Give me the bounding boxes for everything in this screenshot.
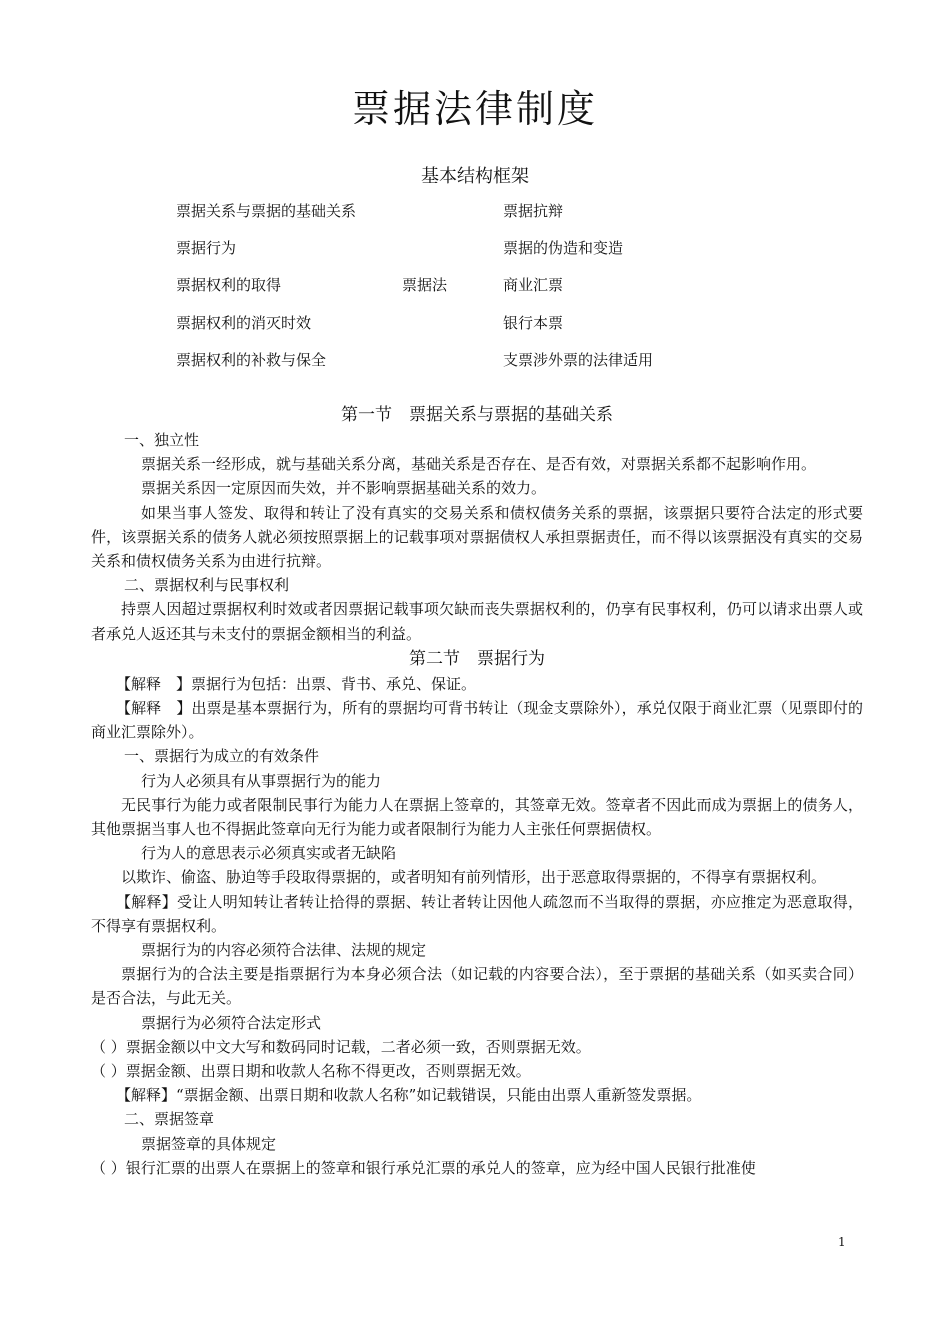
page-number: 1 xyxy=(838,1235,846,1249)
subheading: 票据签章的具体规定 xyxy=(141,1134,277,1153)
framework-center-label: 票据法 xyxy=(402,276,448,294)
document-body xyxy=(91,402,863,1180)
paragraph: 票据关系一经形成，就与基础关系分离，基础关系是否存在、是否有效，对票据关系都不起影响作用。 xyxy=(141,455,817,474)
framework-right-item: 票据抗辩 xyxy=(503,202,564,220)
heading: 一、独立性 xyxy=(124,431,200,449)
paragraph: 如果当事人签发、取得和转让了没有真实的交易关系和债权债务关系的票据，该票据只要符合法定的形式要件，该票据关系的债务人就必须按照票据上的记载事项对票据债权人承担票据责任，而不得以该票据没有真实的交易关系和债权债务关系为由进行抗辩。 xyxy=(91,503,863,571)
subheading: 票据行为的内容必须符合法律、法规的规定 xyxy=(141,941,427,960)
framework-left-item: 票据关系与票据的基础关系 xyxy=(176,202,357,220)
section-heading: 第一节 票据关系与票据的基础关系 xyxy=(341,405,613,425)
document-title: 票据法律制度 xyxy=(351,87,598,131)
paragraph: 持票人因超过票据权利时效或者因票据记载事项欠缺而丧失票据权利的，仍享有民事权利，仍可以请求出票人或者承兑人返还其与未支付的票据金额相当的利益。 xyxy=(91,600,863,643)
framework-left-item: 票据权利的取得 xyxy=(176,276,282,294)
subheading: 票据行为必须符合法定形式 xyxy=(141,1013,322,1032)
paragraph: 【解释】“票据金额、出票日期和收款人名称”如记载错误，只能由出票人重新签发票据。 xyxy=(116,1086,702,1105)
section-heading: 第二节 票据行为 xyxy=(409,648,545,669)
subheading: 行为人必须具有从事票据行为的能力 xyxy=(141,771,382,790)
framework-right-item: 票据的伪造和变造 xyxy=(503,239,624,257)
paragraph: （ ）票据金额、出票日期和收款人名称不得更改，否则票据无效。 xyxy=(91,1062,531,1081)
framework-right-item: 商业汇票 xyxy=(503,276,564,294)
paragraph: 以欺诈、偷盗、胁迫等手段取得票据的，或者明知有前列情形，出于恶意取得票据的，不得享有票据权利。 xyxy=(121,868,827,887)
subheading: 行为人的意思表示必须真实或者无缺陷 xyxy=(141,844,397,863)
framework-left-item: 票据权利的补救与保全 xyxy=(176,351,327,369)
paragraph: （ ）票据金额以中文大写和数码同时记载，二者必须一致，否则票据无效。 xyxy=(91,1037,591,1056)
heading: 一、票据行为成立的有效条件 xyxy=(124,747,320,766)
heading: 二、票据权利与民事权利 xyxy=(124,576,290,595)
framework-right-item: 支票涉外票的法律适用 xyxy=(503,351,654,369)
paragraph: 【解释】受让人明知转让者转让拾得的票据、转让者转让因他人疏忽而不当取得的票据，亦应推定为恶意取得，不得享有票据权利。 xyxy=(91,892,863,935)
paragraph: 无民事行为能力或者限制民事行为能力人在票据上签章的，其签章无效。签章者不因此而成为票据上的债务人，其他票据当事人也不得据此签章向无行为能力或者限制行为能力人主张任何票据债权。 xyxy=(91,795,863,839)
framework-left-item: 票据权利的消灭时效 xyxy=(176,314,312,332)
heading: 二、票据签章 xyxy=(124,1110,215,1129)
paragraph: 【解释 】票据行为包括：出票、背书、承兑、保证。 xyxy=(116,674,477,693)
framework-right-item: 银行本票 xyxy=(503,314,564,332)
paragraph: 票据关系因一定原因而失效，并不影响票据基础关系的效力。 xyxy=(141,479,547,498)
paragraph: 票据行为的合法主要是指票据行为本身必须合法（如记载的内容要合法），至于票据的基础关系（如买卖合同）是否合法，与此无关。 xyxy=(91,965,863,1008)
paragraph: 【解释 】出票是基本票据行为，所有的票据均可背书转让（现金支票除外），承兑仅限于商业汇票（见票即付的商业汇票除外）。 xyxy=(91,699,863,742)
paragraph: （ ）银行汇票的出票人在票据上的签章和银行承兑汇票的承兑人的签章，应为经中国人民银行批准使 xyxy=(91,1158,756,1177)
framework-left-item: 票据行为 xyxy=(176,239,237,257)
framework-heading: 基本结构框架 xyxy=(421,166,529,187)
